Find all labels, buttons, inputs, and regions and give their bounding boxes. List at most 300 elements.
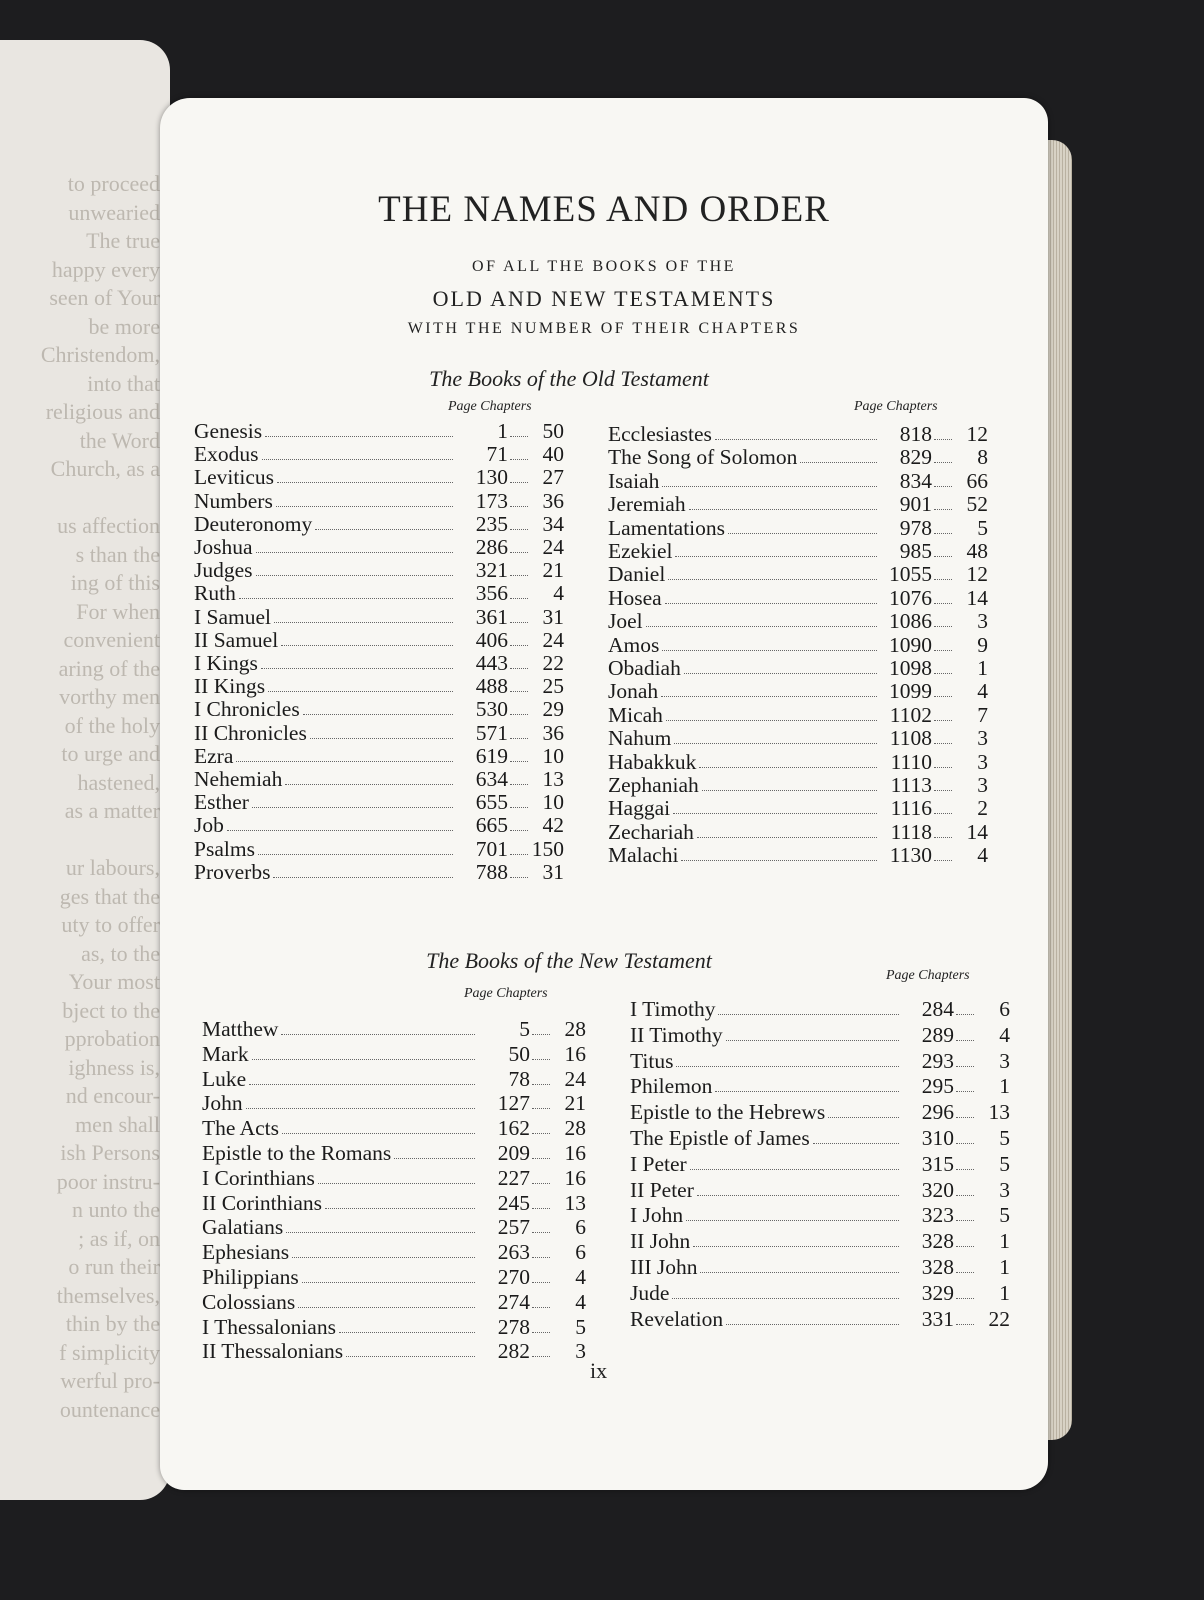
book-entry <box>194 673 564 697</box>
book-entry <box>630 1125 1010 1149</box>
facing-page-line: happy every <box>51 256 160 282</box>
leader-dots <box>956 1066 974 1067</box>
leader-dots <box>726 1040 899 1041</box>
leader-dots <box>532 1034 550 1035</box>
facing-page-line: to proceed <box>67 171 160 196</box>
book-entry <box>194 534 564 558</box>
book-page: 1086 <box>889 609 932 634</box>
book-name: Proverbs <box>194 859 271 884</box>
book-page: 829 <box>899 445 932 470</box>
book-entry <box>194 789 564 813</box>
book-page: 315 <box>921 1151 954 1176</box>
leader-dots <box>532 1183 550 1184</box>
book-name: I Chronicles <box>194 697 300 722</box>
leader-dots <box>934 509 952 510</box>
book-page: 619 <box>475 743 508 768</box>
book-name: Lamentations <box>608 515 726 540</box>
book-page: 321 <box>475 558 508 583</box>
facing-page-line: poor instru- <box>56 1168 160 1194</box>
book-chapters: 3 <box>977 749 988 774</box>
facing-page-line: unwearied <box>68 199 160 225</box>
leader-dots <box>256 575 453 576</box>
book-chapters: 31 <box>542 859 564 884</box>
book-page: 328 <box>921 1229 954 1254</box>
book-name: Ezekiel <box>608 539 673 563</box>
leader-dots <box>956 1014 974 1015</box>
leader-dots <box>697 1195 899 1196</box>
book-chapters: 28 <box>564 1116 586 1141</box>
facing-page <box>0 40 170 1500</box>
leader-dots <box>532 1232 550 1233</box>
book-name: Nehemiah <box>194 767 283 791</box>
facing-page-line: ighness is, <box>68 1054 160 1080</box>
leader-dots <box>532 1208 550 1209</box>
leader-dots <box>956 1220 974 1221</box>
book-name: I John <box>630 1203 684 1228</box>
book-name: Matthew <box>202 1017 279 1041</box>
book-chapters: 9 <box>977 632 988 657</box>
leader-dots <box>956 1298 974 1299</box>
leader-dots <box>325 1208 475 1209</box>
book-page: 282 <box>497 1339 530 1364</box>
book-name: Amos <box>608 632 660 657</box>
book-chapters: 13 <box>542 767 564 791</box>
leader-dots <box>510 668 528 669</box>
book-entry <box>194 580 564 604</box>
book-chapters: 5 <box>999 1151 1010 1176</box>
book-name: II Kings <box>194 674 266 699</box>
facing-page-line: the Word <box>79 427 160 453</box>
book-page: 71 <box>486 442 508 467</box>
leader-dots <box>298 1307 475 1308</box>
leader-dots <box>934 556 952 557</box>
book-entry <box>630 1073 1010 1097</box>
facing-page-line: n unto the <box>72 1197 160 1222</box>
leader-dots <box>665 603 877 604</box>
book-name: III John <box>630 1255 698 1279</box>
book-chapters: 4 <box>575 1265 586 1289</box>
book-name: II Samuel <box>194 627 279 652</box>
leader-dots <box>934 837 952 838</box>
book-entry <box>202 1314 586 1338</box>
subtitle-line-2: OLD AND NEW TESTAMENTS <box>432 286 776 311</box>
leader-dots <box>532 1084 550 1085</box>
leader-dots <box>715 1091 899 1092</box>
book-name: John <box>202 1091 243 1116</box>
leader-dots <box>532 1108 550 1109</box>
book-chapters: 3 <box>977 726 988 751</box>
leader-dots <box>394 1158 475 1159</box>
book-page: 257 <box>497 1215 530 1240</box>
book-name: Epistle to the Romans <box>202 1141 392 1165</box>
book-name: II John <box>630 1229 691 1254</box>
leader-dots <box>510 761 528 762</box>
book-chapters: 7 <box>977 702 988 727</box>
book-entry <box>608 468 988 492</box>
book-entry <box>608 655 988 679</box>
book-chapters: 24 <box>564 1066 586 1091</box>
book-chapters: 3 <box>977 773 988 797</box>
page-title: THE NAMES AND ORDER <box>378 189 830 230</box>
facing-page-line: uty to offer <box>61 912 160 937</box>
book-page: 274 <box>497 1289 530 1314</box>
facing-page-line: men shall <box>75 1111 160 1137</box>
book-chapters: 10 <box>542 790 564 815</box>
leader-dots <box>934 626 952 627</box>
book-entry <box>630 1280 1010 1304</box>
nt-right-column-head: Page Chapters <box>886 968 970 983</box>
book-chapters: 150 <box>531 836 564 861</box>
book-chapters: 12 <box>966 562 988 587</box>
book-name: Revelation <box>630 1306 724 1331</box>
book-page: 296 <box>921 1100 954 1125</box>
leader-dots <box>693 1246 899 1247</box>
book-page: 1110 <box>890 749 932 774</box>
book-entry <box>194 627 564 651</box>
leader-dots <box>718 1014 899 1015</box>
leader-dots <box>697 837 877 838</box>
leader-dots <box>227 830 453 831</box>
book-chapters: 22 <box>542 651 564 675</box>
facing-page-line: For when <box>76 598 160 624</box>
leader-dots <box>281 645 453 646</box>
leader-dots <box>934 696 952 697</box>
book-entry <box>608 725 988 749</box>
leader-dots <box>934 767 952 768</box>
book-entry <box>194 488 564 512</box>
book-name: II Corinthians <box>202 1190 323 1215</box>
book-entry <box>630 1177 1010 1201</box>
book-chapters: 42 <box>542 813 564 838</box>
book-chapters: 25 <box>542 674 564 699</box>
book-entry <box>194 557 564 581</box>
book-entry <box>630 1306 1010 1330</box>
book-entry <box>608 632 988 656</box>
book-chapters: 28 <box>564 1017 586 1041</box>
leader-dots <box>674 743 877 744</box>
book-page: 270 <box>497 1265 530 1289</box>
book-page: 286 <box>475 535 508 559</box>
book-chapters: 4 <box>999 1022 1010 1047</box>
leader-dots <box>510 854 528 855</box>
leader-dots <box>303 714 453 715</box>
book-name: The Song of Solomon <box>608 445 798 470</box>
book-entry <box>194 418 564 442</box>
facing-page-line: to urge and <box>61 741 160 766</box>
book-chapters: 13 <box>988 1100 1010 1125</box>
book-page: 1102 <box>889 702 932 727</box>
leader-dots <box>281 1034 475 1035</box>
book-page: 1 <box>497 419 508 443</box>
book-chapters: 6 <box>999 997 1010 1021</box>
book-name: Leviticus <box>194 465 275 490</box>
facing-page-line: seen of Your <box>49 285 160 310</box>
book-name: Zechariah <box>608 819 694 844</box>
leader-dots <box>956 1091 974 1092</box>
book-name: Colossians <box>202 1289 296 1314</box>
leader-dots <box>934 603 952 604</box>
book-page: 1130 <box>889 843 932 868</box>
leader-dots <box>668 579 877 580</box>
book-page: 406 <box>475 627 508 652</box>
leader-dots <box>956 1324 974 1325</box>
leader-dots <box>662 486 877 487</box>
leader-dots <box>715 439 877 440</box>
facing-page-line <box>0 826 160 855</box>
leader-dots <box>662 650 877 651</box>
book-page: 320 <box>921 1177 954 1202</box>
book-page: 263 <box>497 1240 530 1265</box>
leader-dots <box>256 552 453 553</box>
book-name: Hosea <box>608 585 662 610</box>
leader-dots <box>261 668 453 669</box>
book-name: Ezra <box>194 743 234 768</box>
leader-dots <box>310 738 453 739</box>
leader-dots <box>934 860 952 861</box>
book-entry <box>630 1048 1010 1072</box>
leader-dots <box>274 622 453 623</box>
book-entry <box>202 1239 586 1263</box>
book-page: 162 <box>497 1116 530 1141</box>
book-page: 530 <box>475 697 508 722</box>
book-page: 209 <box>497 1141 530 1165</box>
book-entry <box>202 1066 586 1090</box>
book-name: Jude <box>630 1280 670 1305</box>
facing-page-line: be more <box>88 313 160 339</box>
leader-dots <box>672 1298 899 1299</box>
book-chapters: 4 <box>553 581 564 606</box>
book-page: 655 <box>475 790 508 815</box>
leader-dots <box>273 877 453 878</box>
leader-dots <box>934 462 952 463</box>
book-chapters: 24 <box>542 535 564 559</box>
book-name: Epistle to the Hebrews <box>630 1100 826 1125</box>
book-entry <box>608 842 988 866</box>
facing-page-line: ountenance <box>59 1396 160 1422</box>
leader-dots <box>239 598 453 599</box>
book-entry <box>608 795 988 819</box>
leader-dots <box>700 1272 899 1273</box>
leader-dots <box>532 1307 550 1308</box>
facing-page-line: as a matter <box>64 798 160 823</box>
facing-page-line: Christendom, <box>40 342 160 367</box>
book-entry <box>630 996 1010 1020</box>
book-entry <box>608 608 988 632</box>
book-entry <box>608 538 988 562</box>
book-chapters: 1 <box>999 1074 1010 1099</box>
book-name: II Peter <box>630 1177 694 1202</box>
leader-dots <box>252 1059 475 1060</box>
book-chapters: 1 <box>999 1229 1010 1254</box>
book-chapters: 5 <box>575 1314 586 1339</box>
book-chapters: 3 <box>999 1177 1010 1202</box>
book-entry <box>194 650 564 674</box>
book-chapters: 36 <box>542 720 564 745</box>
leader-dots <box>236 761 453 762</box>
book-page: 701 <box>475 836 508 861</box>
leader-dots <box>934 650 952 651</box>
leader-dots <box>956 1195 974 1196</box>
leader-dots <box>673 813 877 814</box>
book-chapters: 4 <box>575 1289 586 1314</box>
book-chapters: 22 <box>988 1306 1010 1331</box>
book-name: Exodus <box>194 442 259 467</box>
book-page: 978 <box>899 515 932 540</box>
facing-page-line: ish Persons <box>60 1140 160 1165</box>
leader-dots <box>676 1066 899 1067</box>
book-chapters: 66 <box>966 468 988 493</box>
book-page: 278 <box>497 1314 530 1339</box>
book-page: 834 <box>899 468 932 493</box>
book-page: 1099 <box>889 679 932 704</box>
book-entry <box>194 720 564 744</box>
leader-dots <box>675 556 877 557</box>
leader-dots <box>276 506 453 507</box>
book-name: Judges <box>194 558 253 583</box>
facing-page-line: werful pro- <box>60 1368 160 1393</box>
leader-dots <box>282 1133 475 1134</box>
leader-dots <box>956 1040 974 1041</box>
book-name: II Chronicles <box>194 720 307 745</box>
facing-page-line: vorthy men <box>59 684 160 709</box>
book-chapters: 12 <box>966 422 988 446</box>
leader-dots <box>285 784 453 785</box>
facing-page-line: ges that the <box>59 883 160 909</box>
book-page: 488 <box>475 674 508 699</box>
book-entry <box>202 1115 586 1139</box>
leader-dots <box>510 807 528 808</box>
book-page: 361 <box>475 604 508 629</box>
facing-page-line: f simplicity <box>59 1339 160 1365</box>
facing-page-line: thin by the <box>65 1311 160 1336</box>
book-entry <box>608 702 988 726</box>
leader-dots <box>510 622 528 623</box>
book-page: 443 <box>475 651 508 675</box>
book-chapters: 10 <box>542 743 564 768</box>
book-chapters: 2 <box>977 796 988 821</box>
leader-dots <box>689 509 877 510</box>
book-chapters: 31 <box>542 604 564 629</box>
book-entry <box>202 1090 586 1114</box>
book-page: 818 <box>899 422 932 446</box>
facing-page-line: Your most <box>68 969 160 994</box>
book-chapters: 1 <box>977 656 988 680</box>
book-name: Habakkuk <box>608 749 697 774</box>
facing-page-line: convenient <box>63 627 160 652</box>
leader-dots <box>666 720 877 721</box>
facing-page-line: nd encour- <box>65 1083 160 1108</box>
book-entry <box>194 766 564 790</box>
book-chapters: 21 <box>564 1091 586 1116</box>
book-name: Jeremiah <box>608 492 686 517</box>
book-name: Joel <box>608 609 643 634</box>
book-entry <box>608 421 988 445</box>
book-page: 1076 <box>889 585 932 610</box>
book-entry <box>202 1338 586 1362</box>
book-name: I Peter <box>630 1151 687 1176</box>
book-page: 173 <box>475 488 508 513</box>
subtitle-line-3: WITH THE NUMBER OF THEIR CHAPTERS <box>407 320 801 337</box>
book-page: 1113 <box>890 773 932 797</box>
book-entry <box>194 743 564 767</box>
book-page: 328 <box>921 1255 954 1279</box>
book-entry <box>194 604 564 628</box>
leader-dots <box>510 529 528 530</box>
facing-page-line: aring of the <box>58 655 160 681</box>
leader-dots <box>532 1133 550 1134</box>
leader-dots <box>956 1117 974 1118</box>
book-page: 227 <box>497 1165 530 1190</box>
leader-dots <box>532 1158 550 1159</box>
ot-right-column-head: Page Chapters <box>854 399 938 414</box>
leader-dots <box>258 854 453 855</box>
leader-dots <box>246 1108 475 1109</box>
book-entry <box>202 1289 586 1313</box>
book-name: I Corinthians <box>202 1165 315 1190</box>
leader-dots <box>532 1332 550 1333</box>
new-testament-heading: The Books of the New Testament <box>426 948 712 973</box>
book-chapters: 3 <box>575 1339 586 1364</box>
facing-page-line: s than the <box>75 541 160 567</box>
book-chapters: 34 <box>542 511 564 536</box>
book-name: I Timothy <box>630 997 716 1021</box>
book-entry <box>608 585 988 609</box>
book-name: Genesis <box>194 419 263 443</box>
book-chapters: 5 <box>999 1203 1010 1228</box>
book-chapters: 6 <box>575 1240 586 1265</box>
book-entry <box>194 812 564 836</box>
facing-page-line: ing of this <box>70 570 160 595</box>
book-chapters: 4 <box>977 679 988 704</box>
leader-dots <box>265 436 453 437</box>
old-testament-heading: The Books of the Old Testament <box>429 366 709 391</box>
facing-page-line: into that <box>87 370 160 396</box>
book-entry <box>630 1151 1010 1175</box>
book-page: 295 <box>921 1074 954 1099</box>
book-entry <box>608 819 988 843</box>
book-name: Philippians <box>202 1265 299 1289</box>
book-entry <box>630 1254 1010 1278</box>
subtitle-line-1: OF ALL THE BOOKS OF THE <box>472 258 736 275</box>
book-page: 985 <box>899 539 932 563</box>
leader-dots <box>292 1257 475 1258</box>
leader-dots <box>510 645 528 646</box>
book-page: 1116 <box>890 796 932 821</box>
book-name: Zephaniah <box>608 773 699 797</box>
book-name: Mark <box>202 1041 249 1066</box>
book-chapters: 36 <box>542 488 564 513</box>
leader-dots <box>318 1183 475 1184</box>
leader-dots <box>510 598 528 599</box>
book-chapters: 40 <box>542 442 564 467</box>
leader-dots <box>699 767 877 768</box>
book-page: 289 <box>921 1022 954 1047</box>
facing-page-line: Church, as a <box>50 456 160 481</box>
book-entry <box>194 696 564 720</box>
book-name: II Timothy <box>630 1022 723 1047</box>
leader-dots <box>956 1246 974 1247</box>
leader-dots <box>249 1084 475 1085</box>
book-name: Ecclesiastes <box>608 422 712 446</box>
book-chapters: 5 <box>999 1126 1010 1150</box>
leader-dots <box>302 1282 475 1283</box>
book-entry <box>608 491 988 515</box>
leader-dots <box>532 1356 550 1357</box>
leader-dots <box>510 436 528 437</box>
book-entry <box>630 1228 1010 1252</box>
book-chapters: 50 <box>542 419 564 443</box>
book-name: Philemon <box>630 1074 713 1099</box>
